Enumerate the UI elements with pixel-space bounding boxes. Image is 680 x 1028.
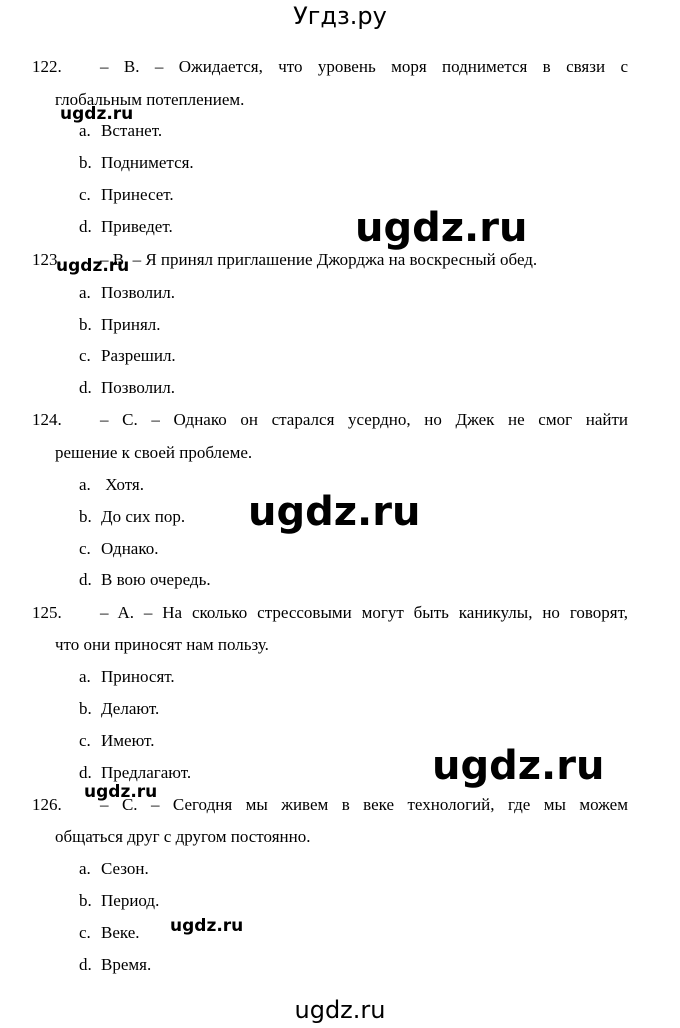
watermark: ugdz.ru	[60, 104, 134, 124]
question-line	[32, 602, 628, 624]
option-b	[79, 506, 185, 528]
option-c	[79, 538, 159, 560]
option-letter: c.	[79, 185, 91, 204]
question-line	[32, 409, 628, 431]
option-letter: a.	[79, 475, 91, 494]
option-a	[79, 858, 149, 880]
question-text-continued: глобальным потеплением.	[55, 90, 245, 109]
question-number: 122.	[32, 57, 62, 76]
option-a	[79, 666, 175, 688]
option-text: Позволил.	[101, 283, 175, 302]
option-d	[79, 377, 175, 399]
watermark: ugdz.ru	[432, 743, 605, 789]
watermark: ugdz.ru	[248, 489, 421, 535]
question-number: 123.	[32, 250, 62, 269]
option-letter: c.	[79, 923, 91, 942]
option-letter: a.	[79, 121, 91, 140]
option-text: Период.	[101, 891, 160, 910]
option-b	[79, 890, 159, 912]
watermark: ugdz.ru	[84, 782, 158, 802]
question-text: – B. – Ожидается, что уровень моря поднимется в связи с	[100, 57, 628, 76]
question-number: 126.	[32, 795, 62, 814]
question-line	[32, 56, 628, 78]
option-b	[79, 314, 161, 336]
question-text-continued: что они приносят нам пользу.	[55, 635, 269, 654]
option-b	[79, 698, 159, 720]
option-d	[79, 216, 173, 238]
option-letter: d.	[79, 763, 92, 782]
option-letter: d.	[79, 217, 92, 236]
option-text: Имеют.	[101, 731, 155, 750]
option-letter: d.	[79, 378, 92, 397]
option-text: Предлагают.	[101, 763, 192, 782]
option-letter: c.	[79, 346, 91, 365]
option-text: Поднимется.	[101, 153, 194, 172]
option-text: Разрешил.	[101, 346, 176, 365]
option-a	[79, 474, 144, 496]
option-text: Хотя.	[101, 475, 145, 494]
option-text: В вою очередь.	[101, 570, 211, 589]
option-letter: a.	[79, 859, 91, 878]
option-letter: a.	[79, 667, 91, 686]
question-text: – B. – Я принял приглашение Джорджа на воскресный обед.	[100, 250, 538, 269]
option-text: Делают.	[101, 699, 160, 718]
question-number: 125.	[32, 603, 62, 622]
option-c	[79, 184, 174, 206]
option-text: Встанет.	[101, 121, 163, 140]
option-letter: b.	[79, 891, 92, 910]
option-text: Принял.	[101, 315, 161, 334]
question-text: – A. – На сколько стрессовыми могут быть каникулы, но говорят,	[100, 603, 628, 622]
question-text: – C. – Сегодня мы живем в веке технологий, где мы можем	[100, 795, 628, 814]
question-number: 124.	[32, 410, 62, 429]
option-letter: c.	[79, 539, 91, 558]
option-letter: c.	[79, 731, 91, 750]
watermark: ugdz.ru	[56, 256, 130, 276]
option-a	[79, 282, 175, 304]
option-b	[79, 152, 194, 174]
option-letter: b.	[79, 315, 92, 334]
option-d	[79, 569, 211, 591]
option-c	[79, 922, 140, 944]
footer-watermark: ugdz.ru	[294, 996, 386, 1024]
option-text: Позволил.	[101, 378, 175, 397]
option-d	[79, 954, 151, 976]
option-text: Принесет.	[101, 185, 174, 204]
question-text-continued: решение к своей проблеме.	[55, 443, 253, 462]
option-letter: d.	[79, 955, 92, 974]
option-text: Сезон.	[101, 859, 149, 878]
option-letter: d.	[79, 570, 92, 589]
watermark: ugdz.ru	[170, 916, 244, 936]
option-d	[79, 762, 191, 784]
question-text: – C. – Однако он старался усердно, но Джек не смог найти	[100, 410, 628, 429]
question-text-continued: общаться друг с другом постоянно.	[55, 827, 311, 846]
option-letter: b.	[79, 699, 92, 718]
option-text: Однако.	[101, 539, 159, 558]
option-text: Приносят.	[101, 667, 175, 686]
option-letter: b.	[79, 153, 92, 172]
option-c	[79, 345, 176, 367]
option-c	[79, 730, 154, 752]
option-text: До сих пор.	[101, 507, 186, 526]
option-letter: a.	[79, 283, 91, 302]
option-text: Время.	[101, 955, 152, 974]
option-letter: b.	[79, 507, 92, 526]
page-title: Угдз.ру	[293, 2, 387, 30]
watermark: ugdz.ru	[355, 205, 528, 251]
option-text: Веке.	[101, 923, 140, 942]
option-text: Приведет.	[101, 217, 173, 236]
